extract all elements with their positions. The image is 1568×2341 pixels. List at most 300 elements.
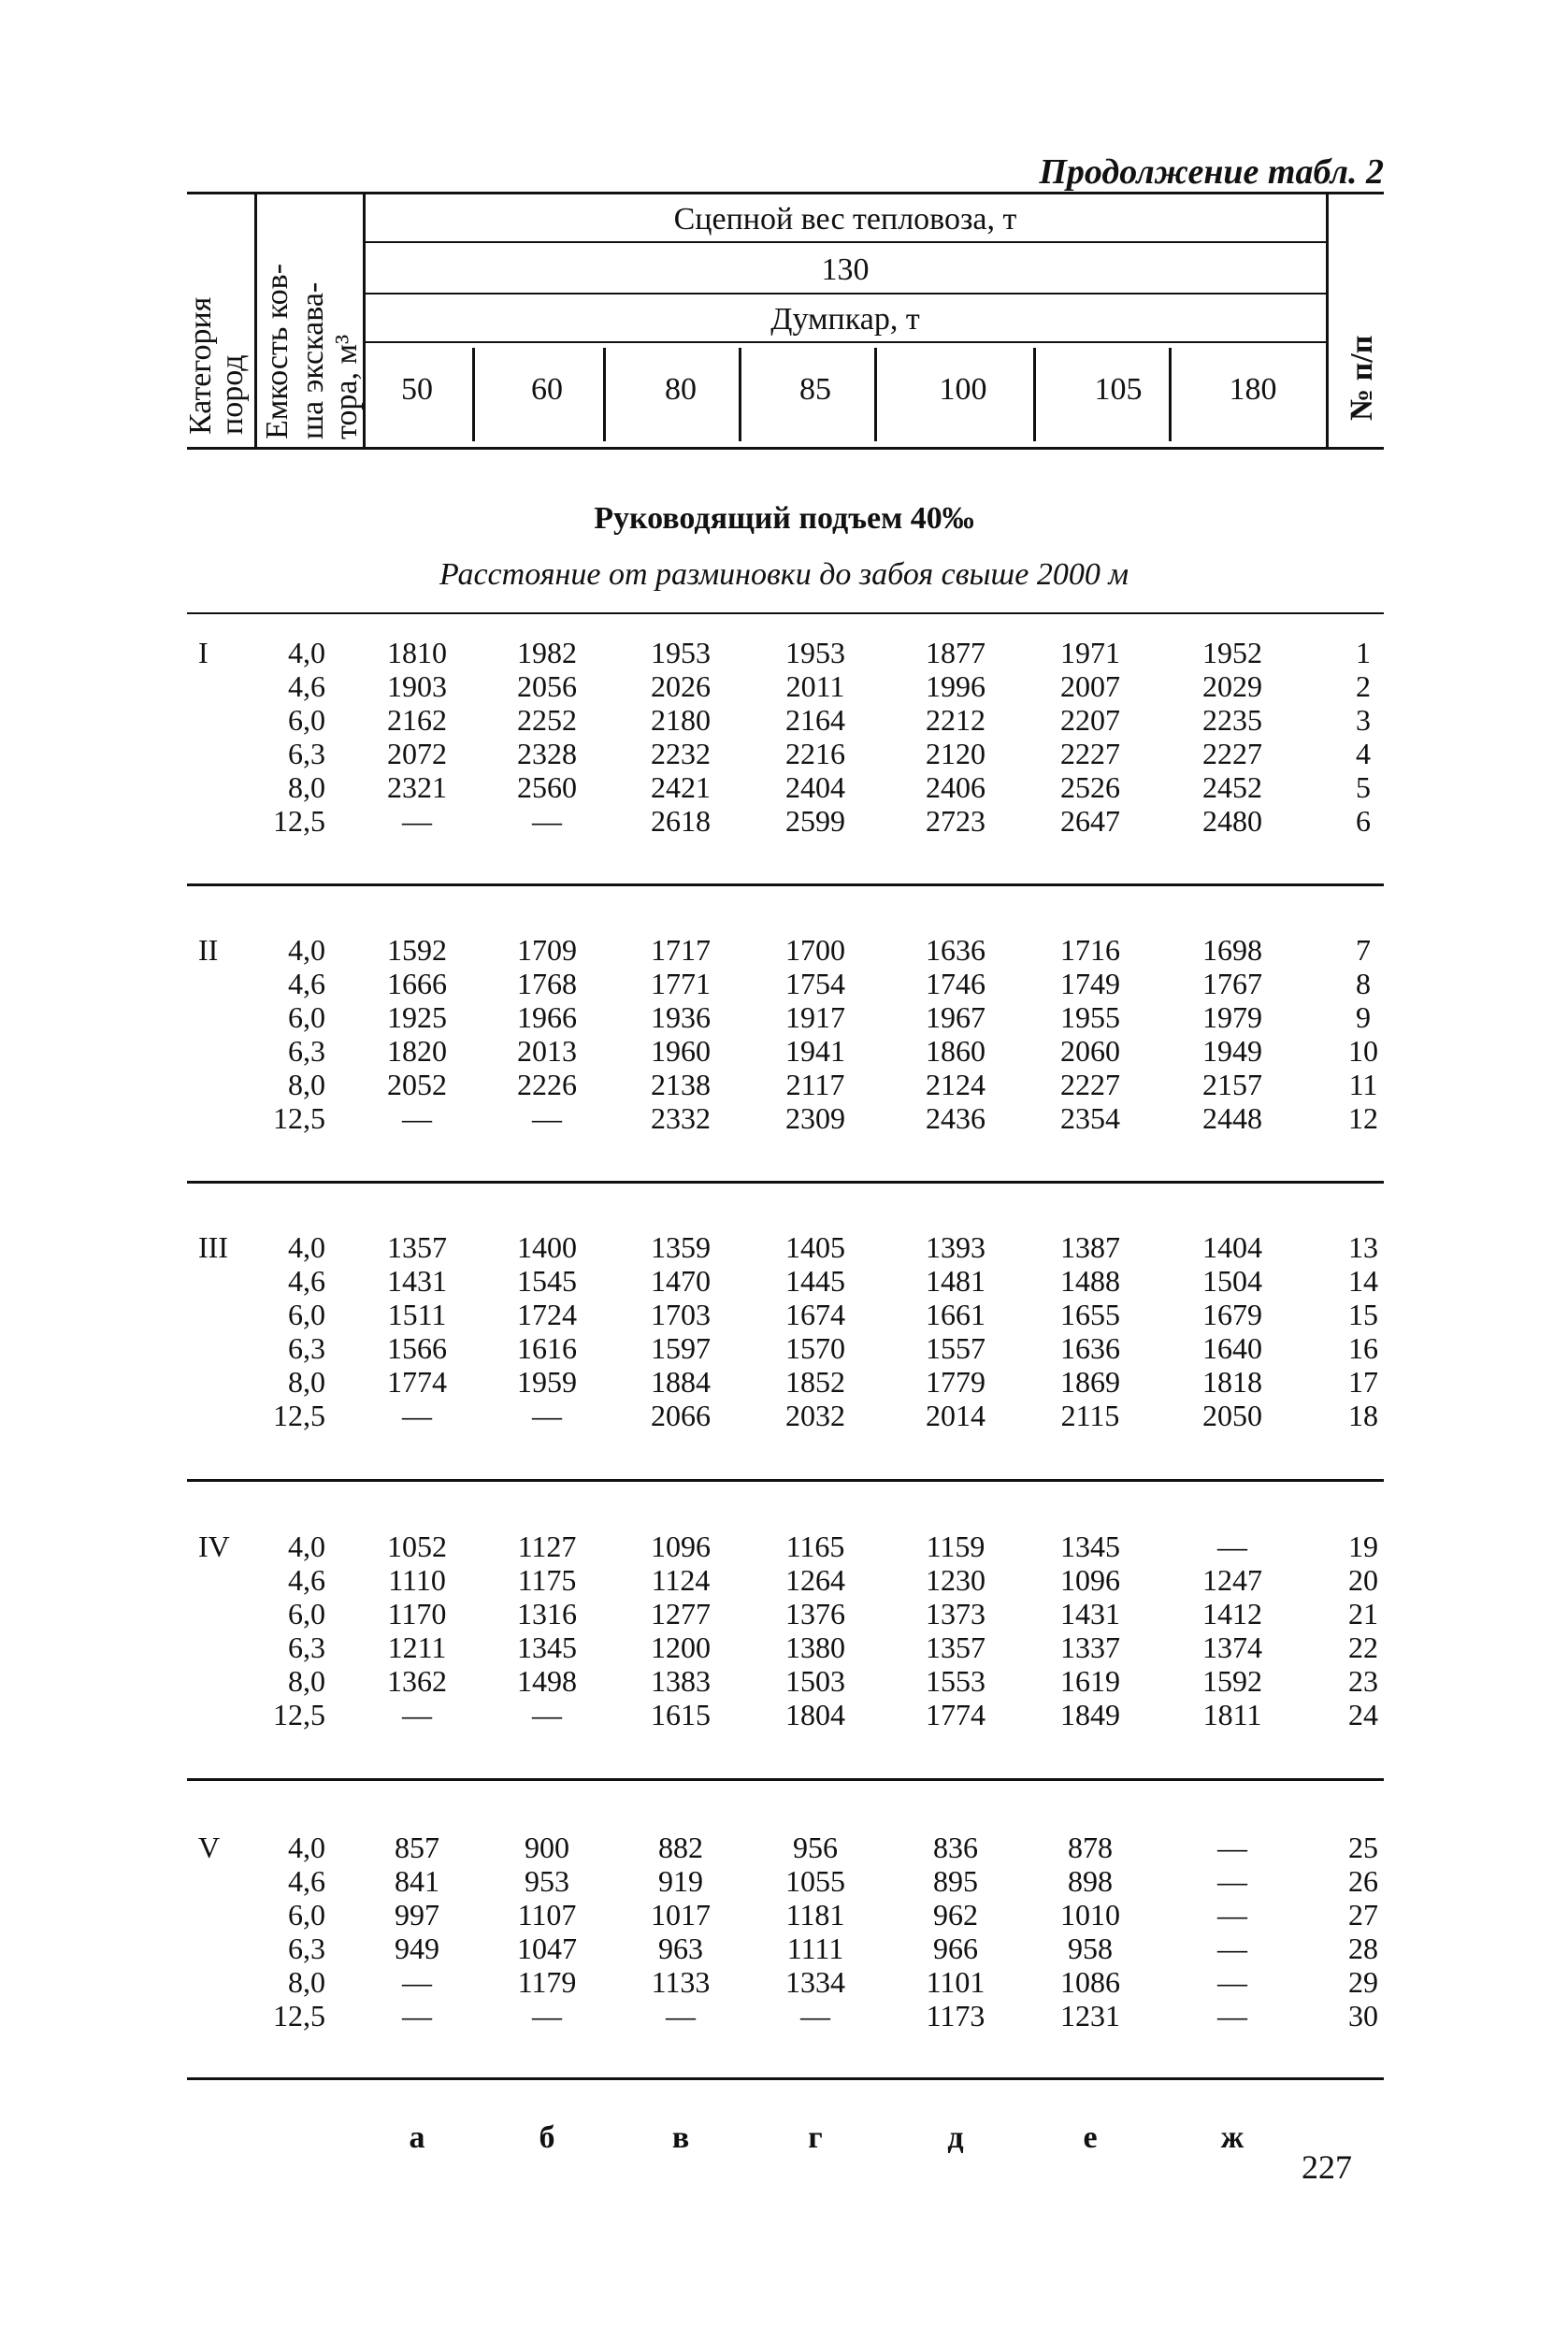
table-cell: — bbox=[1217, 1898, 1247, 1932]
table-cell: 1749 bbox=[1060, 967, 1120, 1000]
table-cell: 949 bbox=[395, 1932, 439, 1965]
table-cell: 1949 bbox=[1202, 1034, 1262, 1068]
table-cell: 919 bbox=[658, 1864, 703, 1898]
table-cell: 1488 bbox=[1060, 1264, 1120, 1298]
table-cell: 857 bbox=[395, 1831, 439, 1864]
table-cell: 1431 bbox=[1060, 1597, 1120, 1630]
table-cell: 997 bbox=[395, 1898, 439, 1932]
table-cell: 2180 bbox=[651, 703, 711, 737]
table-cell: 2227 bbox=[1060, 737, 1120, 770]
table-cell: 2448 bbox=[1202, 1101, 1262, 1135]
bucket-capacity: 8,0 bbox=[288, 1365, 325, 1399]
header-number: № п/п bbox=[1345, 335, 1379, 421]
row-number: 14 bbox=[1348, 1264, 1378, 1298]
table-cell: — bbox=[532, 1698, 562, 1731]
table-cell: — bbox=[402, 1101, 432, 1135]
table-cell: 2436 bbox=[926, 1101, 985, 1135]
table-cell: 2723 bbox=[926, 804, 985, 838]
row-number: 29 bbox=[1348, 1965, 1378, 1999]
table-cell: — bbox=[402, 1999, 432, 2032]
table-cell: 1133 bbox=[651, 1965, 711, 1999]
bucket-capacity: 6,0 bbox=[288, 1597, 325, 1630]
table-cell: 2066 bbox=[651, 1399, 711, 1432]
table-cell: 1387 bbox=[1060, 1230, 1120, 1264]
table-cell: — bbox=[532, 1101, 562, 1135]
table-cell: 2232 bbox=[651, 737, 711, 770]
table-cell: 2029 bbox=[1202, 669, 1262, 703]
table-cell: 2050 bbox=[1202, 1399, 1262, 1432]
table-cell: 1557 bbox=[926, 1331, 985, 1365]
table-cell: 1376 bbox=[785, 1597, 845, 1630]
table-cell: — bbox=[1217, 1864, 1247, 1898]
table-cell: 2354 bbox=[1060, 1101, 1120, 1135]
table-cell: 1545 bbox=[517, 1264, 577, 1298]
table-cell: 2452 bbox=[1202, 770, 1262, 804]
header-bucket-line1: Емкость ков- bbox=[260, 263, 295, 439]
table-cell: 1337 bbox=[1060, 1630, 1120, 1664]
table-cell: 2309 bbox=[785, 1101, 845, 1135]
dumpcar-capacity-3: 85 bbox=[799, 372, 831, 407]
table-cell: 1615 bbox=[651, 1698, 711, 1731]
row-number: 7 bbox=[1356, 933, 1371, 967]
table-cell: 1211 bbox=[387, 1630, 447, 1664]
table-cell: 1383 bbox=[651, 1664, 711, 1698]
group-rule-5 bbox=[187, 2077, 1384, 2080]
group-rule-0 bbox=[187, 612, 1384, 614]
bucket-capacity: 6,0 bbox=[288, 1298, 325, 1331]
row-number: 27 bbox=[1348, 1898, 1378, 1932]
bucket-capacity: 12,5 bbox=[273, 804, 325, 838]
header-subrule-1 bbox=[365, 241, 1326, 243]
table-cell: 1086 bbox=[1060, 1965, 1120, 1999]
table-cell: 1374 bbox=[1202, 1630, 1262, 1664]
table-cell: 2157 bbox=[1202, 1068, 1262, 1101]
bucket-capacity: 6,0 bbox=[288, 703, 325, 737]
table-cell: 2011 bbox=[785, 669, 845, 703]
table-cell: 2120 bbox=[926, 737, 985, 770]
table-cell: 1849 bbox=[1060, 1698, 1120, 1731]
table-cell: 1017 bbox=[651, 1898, 711, 1932]
table-cell: 1231 bbox=[1060, 1999, 1120, 2032]
row-number: 11 bbox=[1348, 1068, 1378, 1101]
column-letter-5: е bbox=[1083, 2120, 1098, 2155]
table-cell: 953 bbox=[525, 1864, 569, 1898]
table-cell: 2052 bbox=[387, 1068, 447, 1101]
table-cell: 1052 bbox=[387, 1530, 447, 1563]
table-cell: 1181 bbox=[785, 1898, 845, 1932]
bucket-capacity: 4,0 bbox=[288, 636, 325, 669]
table-cell: 2480 bbox=[1202, 804, 1262, 838]
table-cell: 1431 bbox=[387, 1264, 447, 1298]
table-cell: 1779 bbox=[926, 1365, 985, 1399]
row-number: 9 bbox=[1356, 1000, 1371, 1034]
category-label: II bbox=[198, 933, 219, 967]
table-cell: 1445 bbox=[785, 1264, 845, 1298]
table-cell: 1107 bbox=[517, 1898, 577, 1932]
row-number: 18 bbox=[1348, 1399, 1378, 1432]
row-number: 12 bbox=[1348, 1101, 1378, 1135]
table-cell: 1774 bbox=[387, 1365, 447, 1399]
table-cell: 1884 bbox=[651, 1365, 711, 1399]
table-cell: 900 bbox=[525, 1831, 569, 1864]
table-cell: — bbox=[1217, 1530, 1247, 1563]
table-cell: 1101 bbox=[926, 1965, 985, 1999]
table-cell: 1111 bbox=[786, 1932, 844, 1965]
bucket-capacity: 6,0 bbox=[288, 1000, 325, 1034]
table-cell: — bbox=[402, 1965, 432, 1999]
table-cell: 1380 bbox=[785, 1630, 845, 1664]
bucket-capacity: 8,0 bbox=[288, 1068, 325, 1101]
table-cell: 1967 bbox=[926, 1000, 985, 1034]
table-cell: 1860 bbox=[926, 1034, 985, 1068]
table-cell: 1127 bbox=[517, 1530, 577, 1563]
table-cell: 1953 bbox=[785, 636, 845, 669]
table-cell: 1666 bbox=[387, 967, 447, 1000]
column-letter-3: г bbox=[808, 2120, 823, 2155]
table-cell: 2332 bbox=[651, 1101, 711, 1135]
table-cell: 2014 bbox=[926, 1399, 985, 1432]
table-cell: 836 bbox=[933, 1831, 978, 1864]
table-cell: 1357 bbox=[387, 1230, 447, 1264]
table-cell: 2072 bbox=[387, 737, 447, 770]
row-number: 15 bbox=[1348, 1298, 1378, 1331]
row-number: 24 bbox=[1348, 1698, 1378, 1731]
table-cell: 1362 bbox=[387, 1664, 447, 1698]
table-cell: 2212 bbox=[926, 703, 985, 737]
table-cell: 1247 bbox=[1202, 1563, 1262, 1597]
table-cell: 878 bbox=[1068, 1831, 1113, 1864]
header-bottom-rule bbox=[187, 447, 1384, 450]
row-number: 23 bbox=[1348, 1664, 1378, 1698]
table-cell: 1010 bbox=[1060, 1898, 1120, 1932]
table-cell: 1700 bbox=[785, 933, 845, 967]
table-cell: 1996 bbox=[926, 669, 985, 703]
table-cell: 2328 bbox=[517, 737, 577, 770]
bucket-capacity: 6,3 bbox=[288, 1630, 325, 1664]
table-cell: 2252 bbox=[517, 703, 577, 737]
row-number: 4 bbox=[1356, 737, 1371, 770]
row-number: 1 bbox=[1356, 636, 1371, 669]
header-divider-1 bbox=[254, 192, 257, 447]
table-cell: — bbox=[1217, 1932, 1247, 1965]
row-number: 10 bbox=[1348, 1034, 1378, 1068]
table-cell: 1959 bbox=[517, 1365, 577, 1399]
table-cell: 895 bbox=[933, 1864, 978, 1898]
dumpcar-separator-3 bbox=[874, 348, 877, 441]
table-cell: 1124 bbox=[651, 1563, 711, 1597]
table-cell: 1804 bbox=[785, 1698, 845, 1731]
dumpcar-capacity-2: 80 bbox=[665, 372, 697, 407]
column-letter-6: ж bbox=[1220, 2120, 1244, 2155]
table-cell: 1679 bbox=[1202, 1298, 1262, 1331]
table-cell: 1110 bbox=[388, 1563, 446, 1597]
table-cell: 1636 bbox=[1060, 1331, 1120, 1365]
table-cell: 841 bbox=[395, 1864, 439, 1898]
table-cell: 1503 bbox=[785, 1664, 845, 1698]
bucket-capacity: 12,5 bbox=[273, 1999, 325, 2032]
table-cell: 2115 bbox=[1060, 1399, 1120, 1432]
column-letter-4: д bbox=[947, 2120, 964, 2155]
table-cell: 1979 bbox=[1202, 1000, 1262, 1034]
table-cell: 1200 bbox=[651, 1630, 711, 1664]
table-cell: 2162 bbox=[387, 703, 447, 737]
header-category: Категория пород bbox=[183, 296, 250, 435]
bucket-capacity: 4,0 bbox=[288, 1530, 325, 1563]
column-letter-1: б bbox=[539, 2120, 555, 2155]
table-cell: 1877 bbox=[926, 636, 985, 669]
table-cell: 2321 bbox=[387, 770, 447, 804]
table-cell: 2032 bbox=[785, 1399, 845, 1432]
bucket-capacity: 12,5 bbox=[273, 1101, 325, 1135]
table-cell: 1655 bbox=[1060, 1298, 1120, 1331]
table-cell: 1316 bbox=[517, 1597, 577, 1630]
table-cell: 1504 bbox=[1202, 1264, 1262, 1298]
header-subrule-2 bbox=[365, 293, 1326, 294]
row-number: 17 bbox=[1348, 1365, 1378, 1399]
table-cell: 2235 bbox=[1202, 703, 1262, 737]
table-cell: 1768 bbox=[517, 967, 577, 1000]
table-cell: 1357 bbox=[926, 1630, 985, 1664]
table-cell: 1345 bbox=[517, 1630, 577, 1664]
table-cell: 1096 bbox=[1060, 1563, 1120, 1597]
table-cell: 1960 bbox=[651, 1034, 711, 1068]
table-cell: — bbox=[1217, 1831, 1247, 1864]
table-cell: 2056 bbox=[517, 669, 577, 703]
category-label: I bbox=[198, 636, 209, 669]
row-number: 25 bbox=[1348, 1831, 1378, 1864]
bucket-capacity: 4,6 bbox=[288, 1864, 325, 1898]
row-number: 2 bbox=[1356, 669, 1371, 703]
table-cell: — bbox=[402, 804, 432, 838]
table-cell: 2421 bbox=[651, 770, 711, 804]
table-cell: 1047 bbox=[517, 1932, 577, 1965]
table-cell: 2013 bbox=[517, 1034, 577, 1068]
table-cell: 1703 bbox=[651, 1298, 711, 1331]
table-cell: 1717 bbox=[651, 933, 711, 967]
group-rule-4 bbox=[187, 1778, 1384, 1781]
table-cell: 1818 bbox=[1202, 1365, 1262, 1399]
group-rule-3 bbox=[187, 1479, 1384, 1482]
table-cell: 1852 bbox=[785, 1365, 845, 1399]
table-cell: 1936 bbox=[651, 1000, 711, 1034]
bucket-capacity: 6,0 bbox=[288, 1898, 325, 1932]
row-number: 26 bbox=[1348, 1864, 1378, 1898]
table-cell: 1767 bbox=[1202, 967, 1262, 1000]
table-cell: 1716 bbox=[1060, 933, 1120, 967]
bucket-capacity: 4,6 bbox=[288, 1563, 325, 1597]
table-cell: 1661 bbox=[926, 1298, 985, 1331]
table-cell: — bbox=[402, 1698, 432, 1731]
column-letter-2: в bbox=[671, 2120, 690, 2155]
category-label: IV bbox=[198, 1530, 230, 1563]
table-cell: 1055 bbox=[785, 1864, 845, 1898]
row-number: 5 bbox=[1356, 770, 1371, 804]
table-cell: — bbox=[1217, 1965, 1247, 1999]
dumpcar-capacity-0: 50 bbox=[401, 372, 433, 407]
dumpcar-capacity-4: 100 bbox=[939, 372, 987, 407]
bucket-capacity: 4,0 bbox=[288, 1831, 325, 1864]
bucket-capacity: 4,0 bbox=[288, 1230, 325, 1264]
table-cell: 1511 bbox=[387, 1298, 447, 1331]
row-number: 21 bbox=[1348, 1597, 1378, 1630]
table-cell: 1698 bbox=[1202, 933, 1262, 967]
table-cell: 1393 bbox=[926, 1230, 985, 1264]
bucket-capacity: 12,5 bbox=[273, 1399, 325, 1432]
table-cell: 1570 bbox=[785, 1331, 845, 1365]
dumpcar-separator-4 bbox=[1033, 348, 1036, 441]
table-cell: 2404 bbox=[785, 770, 845, 804]
table-cell: 1640 bbox=[1202, 1331, 1262, 1365]
table-cell: — bbox=[1217, 1999, 1247, 2032]
dumpcar-separator-2 bbox=[739, 348, 741, 441]
bucket-capacity: 6,3 bbox=[288, 1932, 325, 1965]
table-cell: 1592 bbox=[1202, 1664, 1262, 1698]
dumpcar-capacity-6: 180 bbox=[1229, 372, 1277, 407]
table-cell: 2007 bbox=[1060, 669, 1120, 703]
table-cell: 1820 bbox=[387, 1034, 447, 1068]
table-cell: 1405 bbox=[785, 1230, 845, 1264]
header-locomotive: Сцепной вес тепловоза, т bbox=[673, 202, 1017, 237]
table-cell: 1566 bbox=[387, 1331, 447, 1365]
bucket-capacity: 8,0 bbox=[288, 770, 325, 804]
table-cell: 1709 bbox=[517, 933, 577, 967]
table-cell: 1096 bbox=[651, 1530, 711, 1563]
table-cell: 1903 bbox=[387, 669, 447, 703]
table-cell: 1953 bbox=[651, 636, 711, 669]
table-cell: 1345 bbox=[1060, 1530, 1120, 1563]
table-cell: 1230 bbox=[926, 1563, 985, 1597]
table-cell: 1771 bbox=[651, 967, 711, 1000]
bucket-capacity: 4,6 bbox=[288, 967, 325, 1000]
table-cell: 1966 bbox=[517, 1000, 577, 1034]
table-cell: 1597 bbox=[651, 1331, 711, 1365]
header-divider-3 bbox=[1326, 192, 1329, 447]
table-cell: 1175 bbox=[517, 1563, 577, 1597]
bucket-capacity: 6,3 bbox=[288, 737, 325, 770]
table-cell: 1941 bbox=[785, 1034, 845, 1068]
category-label: III bbox=[198, 1230, 228, 1264]
table-cell: 958 bbox=[1068, 1932, 1113, 1965]
dumpcar-separator-1 bbox=[603, 348, 606, 441]
table-cell: 882 bbox=[658, 1831, 703, 1864]
table-cell: 966 bbox=[933, 1932, 978, 1965]
dumpcar-capacity-1: 60 bbox=[531, 372, 563, 407]
table-cell: 2406 bbox=[926, 770, 985, 804]
table-cell: 2207 bbox=[1060, 703, 1120, 737]
bucket-capacity: 6,3 bbox=[288, 1331, 325, 1365]
table-cell: 1810 bbox=[387, 636, 447, 669]
table-cell: 1616 bbox=[517, 1331, 577, 1365]
row-number: 16 bbox=[1348, 1331, 1378, 1365]
table-cell: 1481 bbox=[926, 1264, 985, 1298]
table-cell: 1359 bbox=[651, 1230, 711, 1264]
table-cell: 2026 bbox=[651, 669, 711, 703]
continuation-label: Продолжение табл. 2 bbox=[1039, 152, 1384, 192]
table-cell: 1917 bbox=[785, 1000, 845, 1034]
table-cell: 1159 bbox=[926, 1530, 985, 1563]
table-cell: 1498 bbox=[517, 1664, 577, 1698]
table-cell: 2526 bbox=[1060, 770, 1120, 804]
row-number: 28 bbox=[1348, 1932, 1378, 1965]
bucket-capacity: 4,6 bbox=[288, 1264, 325, 1298]
table-cell: 1334 bbox=[785, 1965, 845, 1999]
table-cell: 1170 bbox=[387, 1597, 447, 1630]
table-cell: 1754 bbox=[785, 967, 845, 1000]
group-rule-2 bbox=[187, 1181, 1384, 1184]
table-cell: 1636 bbox=[926, 933, 985, 967]
table-cell: 2227 bbox=[1202, 737, 1262, 770]
row-number: 19 bbox=[1348, 1530, 1378, 1563]
table-cell: 2060 bbox=[1060, 1034, 1120, 1068]
table-cell: 1404 bbox=[1202, 1230, 1262, 1264]
table-cell: 1165 bbox=[785, 1530, 845, 1563]
table-cell: 1470 bbox=[651, 1264, 711, 1298]
table-cell: 2227 bbox=[1060, 1068, 1120, 1101]
table-cell: 2216 bbox=[785, 737, 845, 770]
table-cell: 2647 bbox=[1060, 804, 1120, 838]
row-number: 6 bbox=[1356, 804, 1371, 838]
table-cell: 2164 bbox=[785, 703, 845, 737]
table-cell: — bbox=[532, 1999, 562, 2032]
section-subtitle: Расстояние от разминовки до забоя свыше 2000 м bbox=[439, 557, 1129, 592]
header-subrule-3 bbox=[365, 341, 1326, 343]
table-cell: 1774 bbox=[926, 1698, 985, 1731]
row-number: 8 bbox=[1356, 967, 1371, 1000]
section-title: Руководящий подъем 40‰ bbox=[594, 501, 974, 536]
table-cell: 1264 bbox=[785, 1563, 845, 1597]
table-cell: 1277 bbox=[651, 1597, 711, 1630]
table-cell: 1619 bbox=[1060, 1664, 1120, 1698]
row-number: 13 bbox=[1348, 1230, 1378, 1264]
bucket-capacity: 6,3 bbox=[288, 1034, 325, 1068]
bucket-capacity: 8,0 bbox=[288, 1965, 325, 1999]
table-cell: — bbox=[532, 1399, 562, 1432]
header-top-rule bbox=[187, 192, 1384, 194]
table-cell: 2124 bbox=[926, 1068, 985, 1101]
table-cell: — bbox=[666, 1999, 696, 2032]
table-cell: 2599 bbox=[785, 804, 845, 838]
header-bucket-line3: тора, м³ bbox=[329, 334, 364, 439]
table-cell: 1971 bbox=[1060, 636, 1120, 669]
table-cell: 1400 bbox=[517, 1230, 577, 1264]
table-cell: 2138 bbox=[651, 1068, 711, 1101]
table-cell: 1553 bbox=[926, 1664, 985, 1698]
table-cell: 1412 bbox=[1202, 1597, 1262, 1630]
table-cell: 1746 bbox=[926, 967, 985, 1000]
table-cell: 1955 bbox=[1060, 1000, 1120, 1034]
page-number: 227 bbox=[1302, 2148, 1352, 2186]
row-number: 3 bbox=[1356, 703, 1371, 737]
table-cell: — bbox=[532, 804, 562, 838]
dumpcar-separator-5 bbox=[1169, 348, 1172, 441]
table-cell: — bbox=[800, 1999, 830, 2032]
bucket-capacity: 4,0 bbox=[288, 933, 325, 967]
table-cell: 2560 bbox=[517, 770, 577, 804]
bucket-capacity: 8,0 bbox=[288, 1664, 325, 1698]
table-cell: 2117 bbox=[785, 1068, 845, 1101]
table-cell: 956 bbox=[793, 1831, 838, 1864]
dumpcar-separator-0 bbox=[472, 348, 475, 441]
table-cell: 2226 bbox=[517, 1068, 577, 1101]
category-label: V bbox=[198, 1831, 221, 1864]
bucket-capacity: 12,5 bbox=[273, 1698, 325, 1731]
table-cell: 1179 bbox=[517, 1965, 577, 1999]
table-cell: 1674 bbox=[785, 1298, 845, 1331]
table-cell: 1811 bbox=[1202, 1698, 1262, 1731]
table-cell: 1982 bbox=[517, 636, 577, 669]
header-dumpcar: Думпкар, т bbox=[770, 302, 920, 337]
table-cell: 1173 bbox=[926, 1999, 985, 2032]
